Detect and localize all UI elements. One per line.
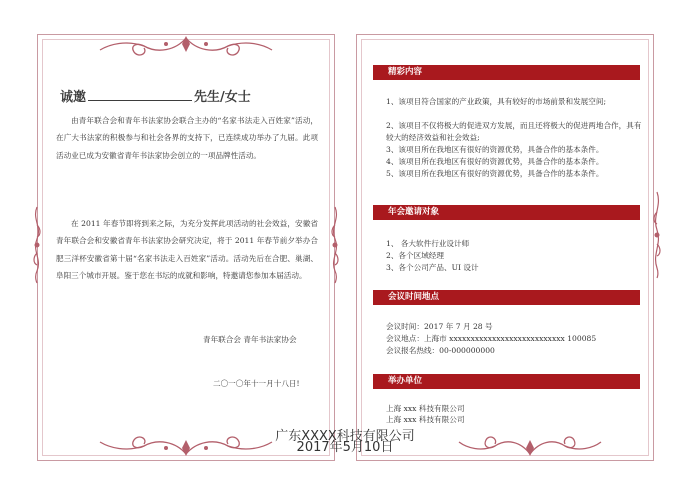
highlight-item: 3、该项目所在我地区有很好的资源优势，具备合作的基本条件。 [386,145,604,154]
salutation-prefix: 诚邀 [60,90,87,105]
right-page-side-ornament [650,190,664,280]
intro-paragraph: 由青年联合会和青年书法家协会联合主办的“名家书法走入百姓家”活动，在广大书法家的积极参与和社会各界的支持下，已连续成功举办了九届。此项活动业已成为安徽省青年书法家协会创立的一项品牌性活动。 [56,116,318,160]
section-header-hosts: 举办单位 [373,374,640,389]
registration-hotline: 会议报名热线：00-000000000 [386,346,495,355]
highlight-item: 4、该项目所在我地区有很好的资源优势，具备合作的基本条件。 [386,157,604,166]
meeting-time: 会议时间：2017 年 7 月 28 号 [386,322,493,331]
invitation-salutation [60,86,251,105]
host-company: 上海 xxx 科技有限公司 [386,415,465,424]
host-company: 上海 xxx 科技有限公司 [386,404,465,413]
highlight-item: 1、该项目符合国家的产业政策，具有较好的市场前景和发展空间; [386,97,607,106]
meeting-location: 会议地点：上海市 xxxxxxxxxxxxxxxxxxxxxxxxxxx 100085 [386,334,597,343]
footer-date: 2017年5月10日 [296,440,394,455]
organizers-signature: 青年联合会 青年书法家协会 [203,335,297,344]
left-side-ornament [30,205,44,285]
name-blank-line [88,90,192,101]
invitee-item: 3、各个公司产品、UI 设计 [386,263,479,272]
section-header-highlights: 精彩内容 [373,65,640,80]
section-header-invitees: 年会邀请对象 [373,205,640,220]
right-side-ornament [328,205,342,285]
highlight-item: 2、该项目不仅将极大的促进双方发展，而且还将极大的促进两地合作，具有较大的经济效益和社会效益; [386,121,642,143]
section-header-time-place: 会议时间地点 [373,290,640,305]
invitee-item: 1、 各大软件行业设计师 [386,239,470,248]
signature-date: 二〇一〇年十一月十八日! [213,379,300,388]
invitee-item: 2、各个区域经理 [386,251,444,260]
footer-company: 广东XXXX科技有限公司 [275,429,415,444]
highlight-item: 5、该项目所在我地区有很好的资源优势，具备合作的基本条件。 [386,169,604,178]
top-floral-ornament [96,34,276,64]
invitation-paragraph: 在 2011 年春节即将到来之际，为充分发挥此项活动的社会效益，安徽省青年联合会和安徽省青年书法家协会研究决定，将于 2011 年春节前夕举办合肥三洋杯安徽省第十届“名家书法走入百姓家”活动。活动先后在合肥、巢湖、阜阳三个城市开展。鉴于您在书坛的成就和影响，特邀请您参加本届活动。 [56,219,318,281]
salutation-suffix: 先生/女士 [194,90,251,105]
